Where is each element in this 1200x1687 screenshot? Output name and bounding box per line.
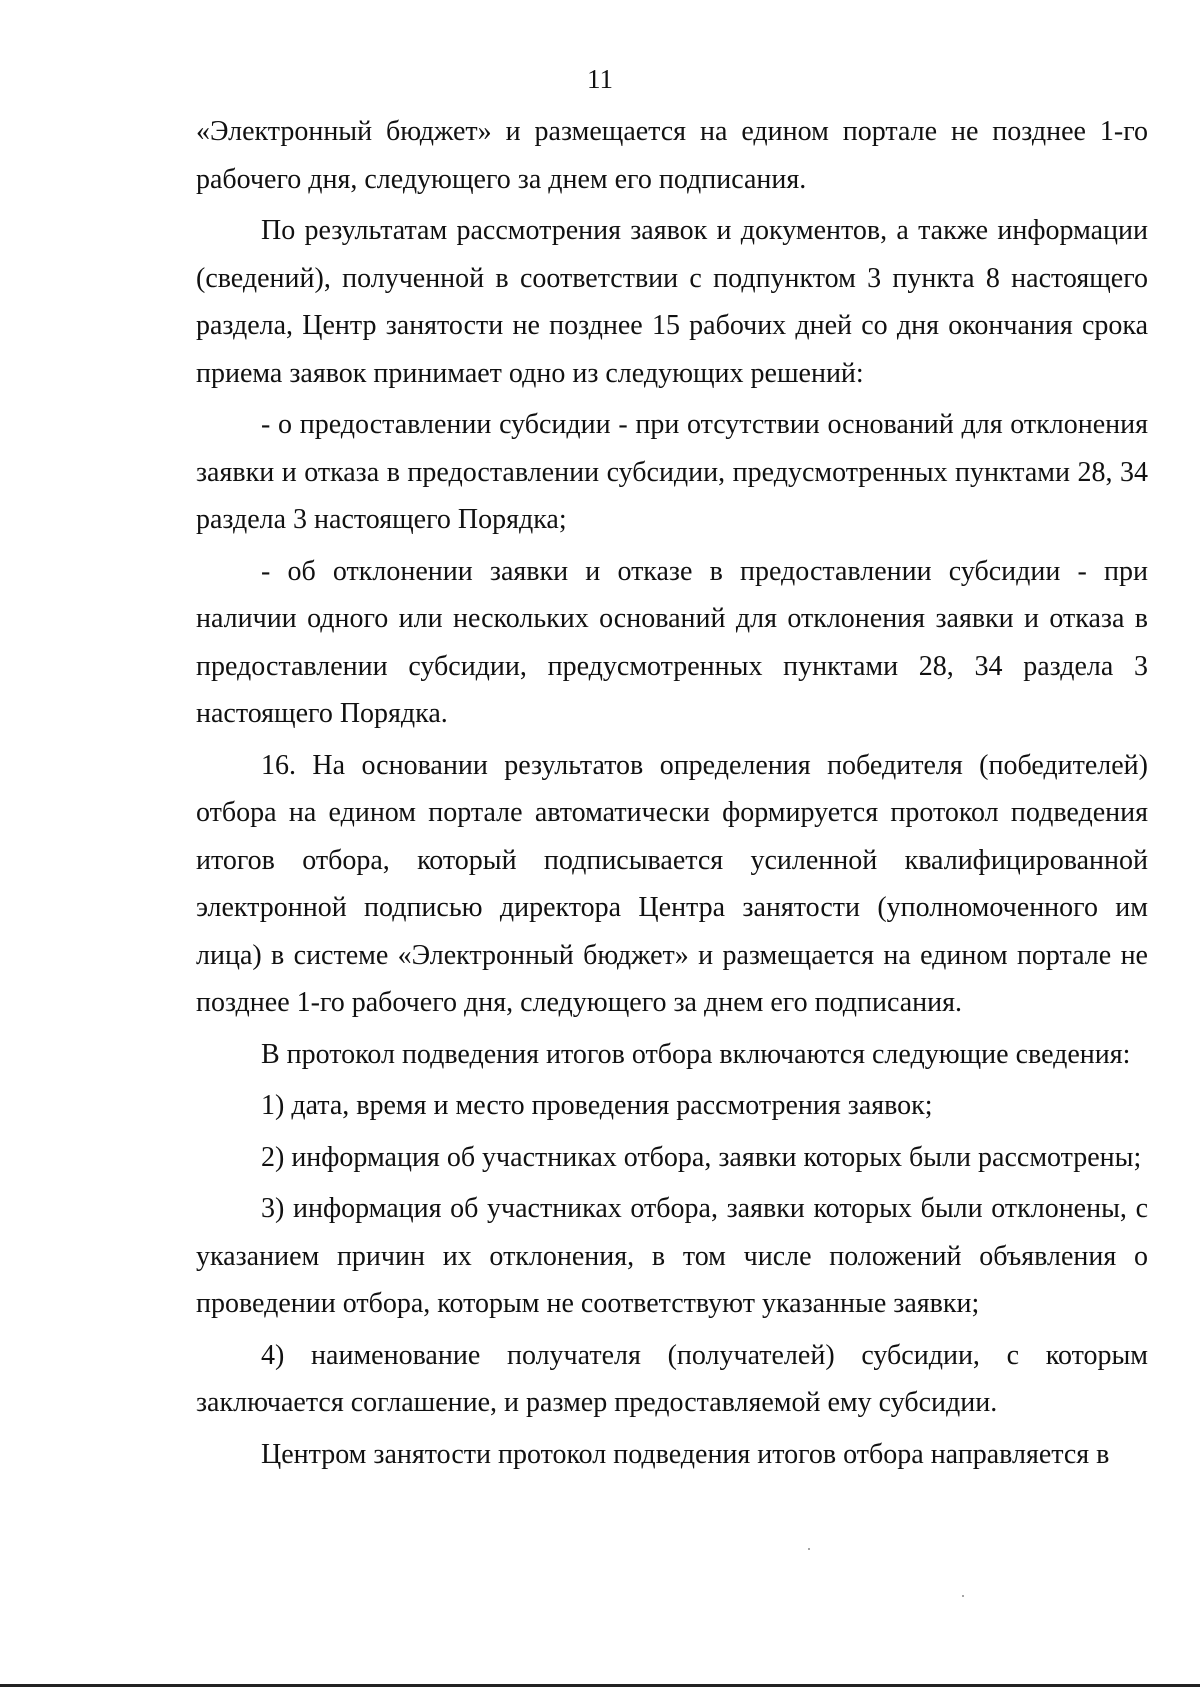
page-number: 11	[587, 64, 613, 94]
paragraph: «Электронный бюджет» и размещается на едином портале не позднее 1-го рабочего дня, следующего за днем его подписания.	[196, 116, 1148, 195]
body-text	[196, 108, 1148, 1482]
paragraph: По результатам рассмотрения заявок и документов, а также информации (сведений), полученной в соответствии с подпунктом 3 пункта 8 настоящего раздела, Центр занятости не позднее 15 рабочих дней со дня окончания срока приема заявок принимает одно из следующих решений:	[196, 215, 1148, 389]
paragraph: 16. На основании результатов определения победителя (победителей) отбора на едином портале автоматически формируется протокол подведения итогов отбора, который подписывается усиленной квалифицированной электронной подписью директора Центра занятости (уполномоченного им лица) в системе «Электронный бюджет» и размещается на едином портале не позднее 1-го рабочего дня, следующего за днем его подписания.	[196, 749, 1148, 1018]
paragraph: 4) наименование получателя (получателей) субсидии, с которым заключается соглашение, и размер предоставляемой ему субсидии.	[196, 1339, 1148, 1418]
paragraph: - о предоставлении субсидии - при отсутствии оснований для отклонения заявки и отказа в предоставлении субсидии, предусмотренных пунктами 28, 34 раздела 3 настоящего Порядка;	[196, 409, 1148, 535]
paragraph: 3) информация об участниках отбора, заявки которых были отклонены, с указанием причин их отклонения, в том числе положений объявления о проведении отбора, которым не соответствуют указанные заявки;	[196, 1193, 1148, 1319]
paragraph: Центром занятости протокол подведения итогов отбора направляется в	[261, 1438, 1110, 1470]
paragraph: В протокол подведения итогов отбора включаются следующие сведения:	[261, 1038, 1131, 1070]
paragraph: 1) дата, время и место проведения рассмотрения заявок;	[261, 1090, 933, 1121]
paragraph: - об отклонении заявки и отказе в предоставлении субсидии - при наличии одного или нескольких оснований для отклонения заявки и отказа в предоставлении субсидии, предусмотренных пунктами 28, 34 раздела 3 настоящего Порядка.	[196, 555, 1148, 729]
scan-artifact	[808, 1548, 810, 1550]
scan-artifact	[962, 1595, 964, 1597]
paragraph: 2) информация об участниках отбора, заявки которых были рассмотрены;	[261, 1141, 1142, 1173]
